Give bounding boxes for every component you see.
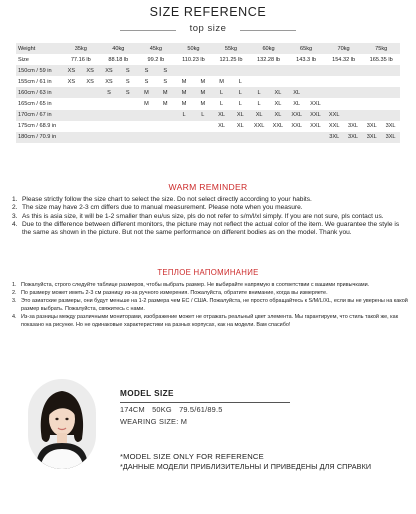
size-cell bbox=[325, 76, 344, 87]
height-cell: 170cm / 67 in bbox=[16, 110, 62, 121]
size-row bbox=[16, 110, 400, 121]
size-cell bbox=[62, 121, 81, 132]
size-cell: XXL bbox=[306, 110, 325, 121]
size-cell bbox=[156, 110, 175, 121]
size-cell: M bbox=[156, 98, 175, 109]
size-cell: L bbox=[250, 98, 269, 109]
size-cell: S bbox=[100, 87, 119, 98]
size-cell bbox=[231, 65, 250, 76]
size-cell bbox=[362, 87, 381, 98]
warm-reminder-item-number: 1. bbox=[12, 196, 18, 203]
height-cell: 175cm / 68.9 in bbox=[16, 121, 62, 132]
weight-kg-cell: 60kg bbox=[250, 43, 288, 54]
subtitle-row bbox=[0, 23, 416, 37]
size-cell bbox=[81, 98, 100, 109]
size-cell bbox=[81, 121, 100, 132]
size-cell bbox=[362, 98, 381, 109]
size-cell bbox=[193, 121, 212, 132]
size-cell: S bbox=[137, 65, 156, 76]
size-cell bbox=[306, 87, 325, 98]
size-row bbox=[16, 121, 400, 132]
size-cell bbox=[381, 65, 400, 76]
size-row bbox=[16, 98, 400, 109]
size-cell: S bbox=[118, 76, 137, 87]
divider-right bbox=[240, 30, 296, 31]
warm-reminder-item-number: 3. bbox=[12, 212, 18, 220]
size-cell bbox=[269, 76, 288, 87]
ru-reminder-list bbox=[12, 281, 408, 330]
size-cell: XS bbox=[81, 76, 100, 87]
size-cell bbox=[193, 65, 212, 76]
size-cell: XXL bbox=[287, 121, 306, 132]
size-cell: M bbox=[212, 76, 231, 87]
wearing-size-label: WEARING SIZE: bbox=[120, 417, 179, 426]
size-cell: L bbox=[193, 110, 212, 121]
model-divider bbox=[120, 402, 290, 403]
size-row bbox=[16, 87, 400, 98]
ru-reminder-item bbox=[12, 313, 408, 329]
size-cell: S bbox=[118, 87, 137, 98]
size-cell bbox=[100, 110, 119, 121]
size-cell: XS bbox=[62, 76, 81, 87]
ru-reminder-item-number: 4. bbox=[12, 314, 17, 321]
size-cell bbox=[100, 98, 119, 109]
size-cell bbox=[269, 132, 288, 143]
warm-reminder-item bbox=[12, 196, 408, 204]
size-cell bbox=[362, 76, 381, 87]
size-cell bbox=[381, 110, 400, 121]
weight-lb-row bbox=[16, 54, 400, 65]
size-cell: L bbox=[231, 87, 250, 98]
size-cell bbox=[250, 132, 269, 143]
weight-lb-cell: 88.18 lb bbox=[100, 54, 138, 65]
size-cell bbox=[250, 76, 269, 87]
size-cell bbox=[344, 65, 363, 76]
size-cell bbox=[362, 110, 381, 121]
size-cell bbox=[175, 65, 194, 76]
size-row bbox=[16, 76, 400, 87]
warm-reminder-item-text: As this is asia size, it will be 1-2 smaller than eu/us size, pls do not refer to s/m/l/xl simply. If you are not sure, pls contact us. bbox=[22, 212, 384, 220]
ru-reminder-title: ТЕПЛОЕ НАПОМИНАНИЕ bbox=[157, 268, 259, 277]
size-cell: XXL bbox=[325, 121, 344, 132]
size-cell bbox=[118, 98, 137, 109]
size-cell: 3XL bbox=[381, 132, 400, 143]
size-cell: XL bbox=[287, 98, 306, 109]
size-cell bbox=[62, 98, 81, 109]
size-cell bbox=[118, 132, 137, 143]
reference-note-en: *MODEL SIZE ONLY FOR REFERENCE bbox=[120, 452, 264, 461]
warm-reminder-list bbox=[12, 196, 408, 237]
model-weight: 50KG bbox=[152, 405, 172, 414]
weight-kg-cell: 55kg bbox=[212, 43, 250, 54]
size-cell: S bbox=[137, 76, 156, 87]
model-size-title: MODEL SIZE bbox=[120, 389, 174, 398]
size-cell: XL bbox=[231, 110, 250, 121]
size-cell bbox=[306, 76, 325, 87]
size-cell bbox=[325, 65, 344, 76]
warm-reminder-title: WARM REMINDER bbox=[168, 182, 248, 192]
size-cell bbox=[306, 65, 325, 76]
size-cell: XXL bbox=[269, 121, 288, 132]
size-cell: 3XL bbox=[362, 132, 381, 143]
size-cell: L bbox=[231, 98, 250, 109]
size-cell bbox=[118, 110, 137, 121]
weight-kg-cell: 40kg bbox=[100, 43, 138, 54]
size-row bbox=[16, 132, 400, 143]
size-cell bbox=[344, 110, 363, 121]
size-cell: XXL bbox=[306, 121, 325, 132]
size-cell: XS bbox=[100, 76, 119, 87]
weight-lb-cell: 132.28 lb bbox=[250, 54, 288, 65]
size-cell bbox=[137, 132, 156, 143]
size-cell bbox=[212, 132, 231, 143]
size-cell: XXL bbox=[306, 98, 325, 109]
weight-kg-cell: 35kg bbox=[62, 43, 100, 54]
weight-lb-cell: 143.3 lb bbox=[287, 54, 325, 65]
size-cell: XS bbox=[62, 65, 81, 76]
size-cell: L bbox=[175, 110, 194, 121]
size-cell: M bbox=[137, 98, 156, 109]
weight-kg-cell: 75kg bbox=[362, 43, 400, 54]
size-cell bbox=[100, 121, 119, 132]
size-cell: M bbox=[175, 98, 194, 109]
ru-reminder-item-number: 3. bbox=[12, 298, 17, 305]
warm-reminder-item bbox=[12, 221, 408, 238]
ru-reminder-item bbox=[12, 289, 408, 297]
size-cell: L bbox=[212, 87, 231, 98]
size-cell: L bbox=[212, 98, 231, 109]
weight-lb-cell: 121.25 lb bbox=[212, 54, 250, 65]
size-cell bbox=[250, 65, 269, 76]
size-cell bbox=[231, 132, 250, 143]
height-cell: 180cm / 70.9 in bbox=[16, 132, 62, 143]
size-cell bbox=[306, 132, 325, 143]
size-cell: S bbox=[156, 65, 175, 76]
warm-reminder-item bbox=[12, 213, 408, 221]
size-cell bbox=[287, 65, 306, 76]
height-cell: 150cm / 59 in bbox=[16, 65, 62, 76]
size-cell: M bbox=[175, 76, 194, 87]
ru-reminder-item-number: 2. bbox=[12, 290, 17, 297]
ru-reminder-item-number: 1. bbox=[12, 282, 17, 288]
size-cell: S bbox=[156, 76, 175, 87]
size-cell bbox=[100, 132, 119, 143]
size-cell bbox=[325, 87, 344, 98]
weight-lb-cell: 99.2 lb bbox=[137, 54, 175, 65]
model-photo bbox=[28, 379, 96, 469]
size-cell: XXL bbox=[287, 110, 306, 121]
size-cell bbox=[156, 132, 175, 143]
size-cell: XL bbox=[250, 110, 269, 121]
size-cell bbox=[175, 121, 194, 132]
size-cell: XL bbox=[212, 121, 231, 132]
size-row bbox=[16, 65, 400, 76]
size-cell: 3XL bbox=[344, 121, 363, 132]
page-subtitle: top size bbox=[189, 23, 227, 34]
model-stats bbox=[120, 405, 228, 414]
size-cell bbox=[362, 65, 381, 76]
height-cell: 165cm / 65 in bbox=[16, 98, 62, 109]
size-cell: M bbox=[156, 87, 175, 98]
weight-lb-cell: 154.32 lb bbox=[325, 54, 363, 65]
warm-reminder-item-text: Due to the difference between different monitors, the picture may not reflect the actual color of the item. We guarantee the style is the same as shown in the picture. But not the same performance on different bodies as on the model. Thank you. bbox=[22, 220, 400, 237]
size-cell bbox=[381, 76, 400, 87]
size-label: Size bbox=[16, 54, 62, 65]
size-cell bbox=[81, 87, 100, 98]
size-cell: M bbox=[193, 87, 212, 98]
size-cell: M bbox=[137, 87, 156, 98]
ru-reminder-item-text: Это азиатские размеры, они будут меньше на 1-2 размера чем ЕС / США. Пожалуйста, не просто обращайтесь к S/M/L/XL, если вы не уверены на какой размер выбрать. Пожалуйста, свяжитесь с нами. bbox=[21, 298, 408, 313]
ru-reminder-item bbox=[12, 297, 408, 313]
reference-note bbox=[120, 452, 371, 471]
size-cell bbox=[193, 132, 212, 143]
weight-label: Weight bbox=[16, 43, 62, 54]
weight-kg-cell: 65kg bbox=[287, 43, 325, 54]
size-cell: 3XL bbox=[344, 132, 363, 143]
wearing-size bbox=[120, 417, 187, 426]
weight-header-row bbox=[16, 43, 400, 54]
weight-lb-cell: 165.35 lb bbox=[362, 54, 400, 65]
model-measurements: 79.5/61/89.5 bbox=[179, 405, 223, 414]
size-cell bbox=[269, 65, 288, 76]
size-cell bbox=[212, 65, 231, 76]
size-cell: XL bbox=[287, 87, 306, 98]
size-cell: XL bbox=[212, 110, 231, 121]
size-cell bbox=[62, 132, 81, 143]
size-cell: XXL bbox=[325, 110, 344, 121]
weight-lb-cell: 77.16 lb bbox=[62, 54, 100, 65]
wearing-size-value: M bbox=[180, 417, 188, 426]
size-cell: 3XL bbox=[362, 121, 381, 132]
weight-kg-cell: 45kg bbox=[137, 43, 175, 54]
size-cell bbox=[62, 87, 81, 98]
warm-reminder-item-number: 2. bbox=[12, 204, 18, 212]
size-cell: XL bbox=[231, 121, 250, 132]
size-cell: 3XL bbox=[381, 121, 400, 132]
size-cell bbox=[175, 132, 194, 143]
size-cell bbox=[81, 110, 100, 121]
size-cell: L bbox=[250, 87, 269, 98]
reference-note-ru: *ДАННЫЕ МОДЕЛИ ПРИБЛИЗИТЕЛЬНЫ И ПРИВЕДЕНЫ ДЛЯ СПРАВКИ bbox=[120, 462, 372, 471]
ru-reminder-item bbox=[12, 281, 408, 289]
ru-reminder-item-text: Из-за разницы между различными мониторами, изображение может не отражать реальный цвет элемента. Мы гарантируем, что стиль такой же, как показано на рисунке. Но не одинаковые характеристики на разных корпусах, как на модели. Вам спасибо! bbox=[21, 314, 399, 329]
size-cell bbox=[344, 98, 363, 109]
weight-kg-cell: 50kg bbox=[175, 43, 213, 54]
height-cell: 160cm / 63 in bbox=[16, 87, 62, 98]
height-cell: 155cm / 61 in bbox=[16, 76, 62, 87]
size-cell bbox=[137, 121, 156, 132]
warm-reminder-item-number: 4. bbox=[12, 220, 18, 228]
ru-reminder-item-text: Пожалуйста, строго следуйте таблице размеров, чтобы выбрать размер. Не выбирайте напрямую в соответствии с вашими привычками. bbox=[21, 282, 370, 288]
ru-reminder-item-text: По размеру может иметь 2-3 см разницу из-за ручного измерения. Пожалуйста, обратите внимание, когда вы измеряете. bbox=[21, 290, 328, 297]
size-cell: L bbox=[231, 76, 250, 87]
size-cell bbox=[137, 110, 156, 121]
size-cell: XL bbox=[269, 110, 288, 121]
size-cell bbox=[344, 87, 363, 98]
size-cell bbox=[381, 98, 400, 109]
model-height: 174CM bbox=[120, 405, 145, 414]
size-cell: S bbox=[118, 65, 137, 76]
size-cell: M bbox=[193, 98, 212, 109]
size-cell bbox=[287, 76, 306, 87]
warm-reminder-item-text: The size may have 2-3 cm differs due to manual measurement. Please note when you measure. bbox=[22, 204, 303, 212]
size-cell bbox=[118, 121, 137, 132]
size-cell: XL bbox=[269, 87, 288, 98]
size-cell bbox=[325, 98, 344, 109]
warm-reminder-item-text: Please strictly follow the size chart to select the size. Do not select directly according to your habits. bbox=[22, 196, 312, 203]
size-cell bbox=[81, 132, 100, 143]
weight-lb-cell: 110.23 lb bbox=[175, 54, 213, 65]
size-cell bbox=[381, 87, 400, 98]
size-cell bbox=[156, 121, 175, 132]
size-chart-table bbox=[16, 43, 400, 143]
size-cell: XS bbox=[81, 65, 100, 76]
size-cell: XL bbox=[269, 98, 288, 109]
size-cell bbox=[287, 132, 306, 143]
size-cell: XS bbox=[100, 65, 119, 76]
size-cell bbox=[344, 76, 363, 87]
size-cell: M bbox=[175, 87, 194, 98]
page-title: SIZE REFERENCE bbox=[149, 5, 267, 19]
size-cell bbox=[62, 110, 81, 121]
warm-reminder-item bbox=[12, 204, 408, 212]
size-cell: 3XL bbox=[325, 132, 344, 143]
size-cell: XXL bbox=[250, 121, 269, 132]
size-cell: M bbox=[193, 76, 212, 87]
weight-kg-cell: 70kg bbox=[325, 43, 363, 54]
